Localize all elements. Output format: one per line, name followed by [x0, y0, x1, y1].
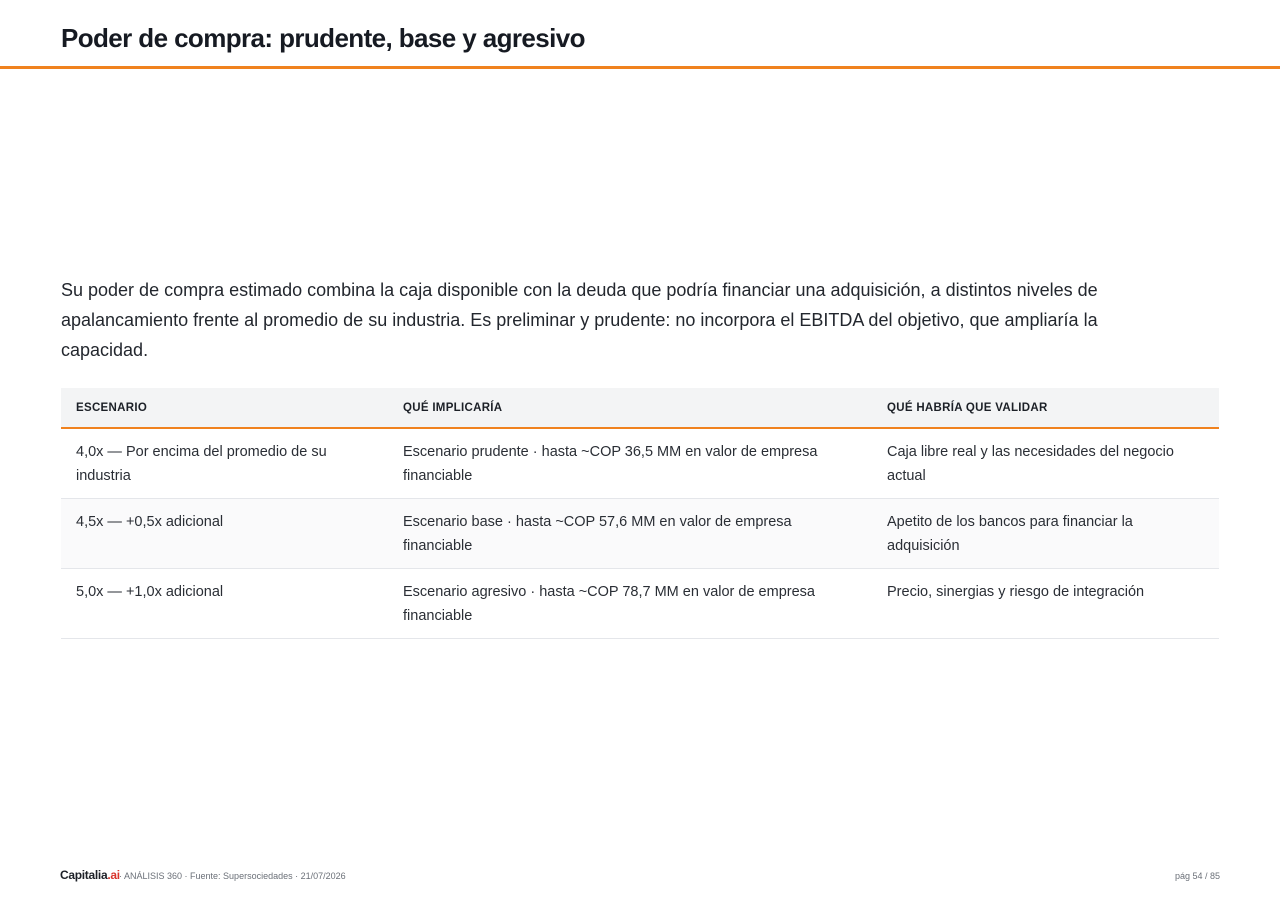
- validation-cell: Precio, sinergias y riesgo de integración: [872, 569, 1219, 639]
- page-header: [0, 0, 1280, 69]
- brand-logo: [60, 868, 120, 882]
- page-footer: [0, 866, 1280, 888]
- scenario-table: [61, 388, 1219, 639]
- implication-cell: Escenario agresivo · hasta ~COP 78,7 MM en valor de empresa financiable: [388, 569, 872, 639]
- table-row: [61, 499, 1219, 569]
- implication-cell: Escenario base · hasta ~COP 57,6 MM en valor de empresa financiable: [388, 499, 872, 569]
- page-number: pág 54 / 85: [1174, 871, 1220, 881]
- table-row: [61, 428, 1219, 499]
- column-header-que-implicaria: QUÉ IMPLICARÍA: [388, 388, 872, 428]
- footer-meta: · ANÁLISIS 360 · Fuente: Supersociedades · 21/07/2026: [119, 871, 346, 881]
- brand-name: Capitalia: [60, 868, 108, 882]
- implication-cell: Escenario prudente · hasta ~COP 36,5 MM en valor de empresa financiable: [388, 428, 872, 499]
- scenario-cell: 4,5x — +0,5x adicional: [61, 499, 388, 569]
- brand-tld: .ai: [107, 868, 120, 882]
- page-title: Poder de compra: prudente, base y agresivo: [61, 23, 585, 53]
- table-row: [61, 569, 1219, 639]
- validation-cell: Caja libre real y las necesidades del negocio actual: [872, 428, 1219, 499]
- validation-cell: Apetito de los bancos para financiar la adquisición: [872, 499, 1219, 569]
- intro-paragraph: Su poder de compra estimado combina la caja disponible con la deuda que podría financiar una adquisición, a distintos niveles de apalancamiento frente al promedio de su industria. Es preliminar y prudente: no incorpora el EBITDA del objetivo, que ampliaría la capacidad.: [61, 280, 1098, 360]
- column-header-que-validar: QUÉ HABRÍA QUE VALIDAR: [872, 388, 1219, 428]
- scenario-cell: 4,0x — Por encima del promedio de su industria: [61, 428, 388, 499]
- table-body: [61, 428, 1219, 639]
- scenario-cell: 5,0x — +1,0x adicional: [61, 569, 388, 639]
- column-header-escenario: ESCENARIO: [61, 388, 388, 428]
- table-header-row: [61, 388, 1219, 428]
- table-header: [61, 388, 1219, 428]
